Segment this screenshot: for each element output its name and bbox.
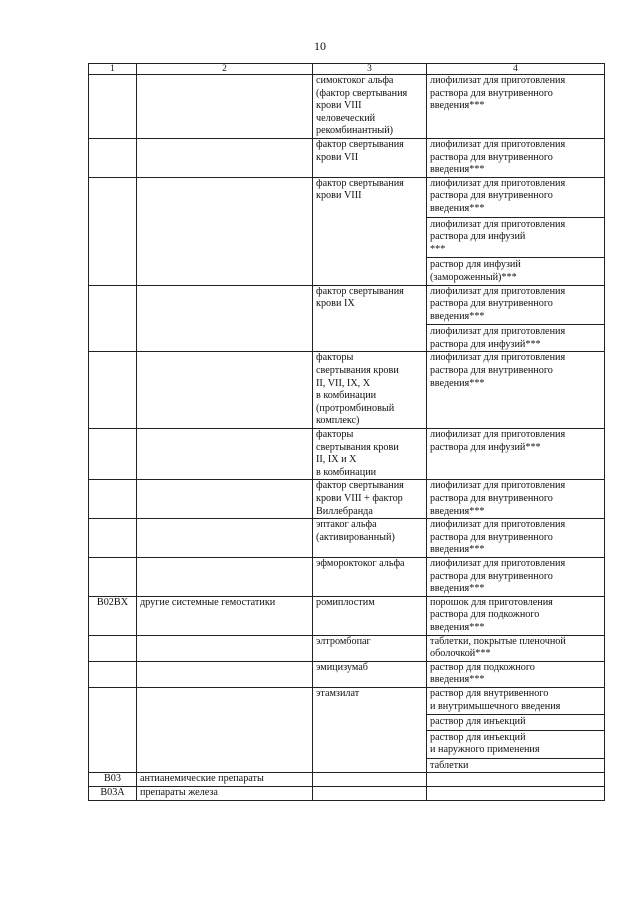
dosage-form: лиофилизат для приготовления раствора для внутривенного введения*** — [430, 75, 566, 112]
dosage-form: порошок для приготовления раствора для подкожного введения*** — [430, 596, 553, 633]
drug-name-cell — [313, 635, 427, 661]
dosage-form: лиофилизат для приготовления раствора для внутривенного введения*** — [430, 557, 566, 595]
table-row — [89, 285, 605, 352]
dosage-form-cell — [427, 661, 605, 687]
group-name-cell — [137, 661, 313, 687]
dosage-form: таблетки — [427, 758, 604, 773]
dosage-form-cell — [427, 596, 605, 635]
header-cell: 3 — [313, 64, 427, 75]
group-name-cell — [137, 773, 313, 787]
dosage-form-cell — [427, 773, 605, 787]
drug-name-cell — [313, 787, 427, 801]
dosage-form: таблетки, покрытые пленочной оболочкой*** — [430, 635, 566, 660]
table-row — [89, 557, 605, 596]
atc-code-cell — [89, 773, 137, 787]
drug-name-cell — [313, 75, 427, 139]
group-name-cell — [137, 787, 313, 801]
dosage-form: лиофилизат для приготовления раствора для внутривенного введения*** — [430, 177, 566, 214]
table-row — [89, 661, 605, 687]
header-cell: 1 — [89, 64, 137, 75]
dosage-form-cell — [427, 687, 605, 773]
group-name-cell — [137, 75, 313, 139]
group-name-cell — [137, 429, 313, 480]
group-name-cell — [137, 519, 313, 558]
drug-name-cell — [313, 138, 427, 177]
table-row — [89, 635, 605, 661]
drug-name-cell — [313, 596, 427, 635]
table-row — [89, 480, 605, 519]
atc-code-cell-text: B03A — [100, 787, 125, 799]
dosage-form: раствор для подкожного введения*** — [430, 661, 535, 686]
dosage-form-cell — [427, 557, 605, 596]
table-row — [89, 519, 605, 558]
atc-code-cell — [89, 687, 137, 773]
dosage-form-cell — [427, 138, 605, 177]
dosage-form: лиофилизат для приготовления раствора для внутривенного введения*** — [430, 519, 566, 556]
drug-name-cell — [313, 352, 427, 429]
atc-code-cell — [89, 285, 137, 352]
dosage-form: раствор для инфузий (замороженный)*** — [427, 257, 604, 284]
atc-code-cell — [89, 75, 137, 139]
atc-code-cell-text: B03 — [104, 773, 121, 785]
group-name-cell — [137, 635, 313, 661]
dosage-form-cell — [427, 75, 605, 139]
drug-name-cell-text: элтромбопаг — [316, 635, 371, 647]
dosage-form: лиофилизат для приготовления раствора для инфузий*** — [430, 429, 566, 453]
atc-code-cell — [89, 557, 137, 596]
drug-name-cell-text: эмицизумаб — [316, 661, 368, 673]
drug-name-cell — [313, 773, 427, 787]
dosage-form-cell — [427, 177, 605, 285]
group-name-cell — [137, 138, 313, 177]
group-name-cell — [137, 687, 313, 773]
group-name-cell — [137, 557, 313, 596]
table-row — [89, 596, 605, 635]
dosage-form-cell — [427, 787, 605, 801]
dosage-form: раствор для внутривенного и внутримышечного введения — [430, 687, 561, 712]
drug-name-cell — [313, 480, 427, 519]
drug-name-cell — [313, 177, 427, 285]
drug-name-cell-text: фактор свертывания крови VIII — [316, 177, 404, 202]
dosage-form-cell — [427, 480, 605, 519]
dosage-form-cell — [427, 352, 605, 429]
group-name-cell — [137, 352, 313, 429]
drug-name-cell-text: фактор свертывания крови IX — [316, 285, 404, 310]
drug-name-cell-text: ромиплостим — [316, 596, 375, 608]
drug-name-cell — [313, 687, 427, 773]
drug-name-cell-text: эфмороктоког альфа — [316, 557, 405, 569]
table-row — [89, 687, 605, 773]
table-row — [89, 75, 605, 139]
header-cell: 2 — [137, 64, 313, 75]
drug-table — [88, 63, 605, 801]
dosage-form: лиофилизат для приготовления раствора для инфузий*** — [427, 324, 604, 351]
table-row — [89, 429, 605, 480]
atc-code-cell — [89, 661, 137, 687]
drug-name-cell-text: факторы свертывания крови II, IX и X в комбинации — [316, 429, 399, 478]
dosage-form: лиофилизат для приготовления раствора для внутривенного введения*** — [430, 352, 566, 389]
group-name-cell-text: антианемические препараты — [140, 773, 264, 785]
drug-name-cell-text: этамзилат — [316, 687, 360, 699]
group-name-cell — [137, 596, 313, 635]
atc-code-cell — [89, 480, 137, 519]
drug-name-cell — [313, 557, 427, 596]
atc-code-cell — [89, 177, 137, 285]
atc-code-cell-text: B02BX — [96, 596, 129, 608]
atc-code-cell — [89, 352, 137, 429]
dosage-form: раствор для инъекций и наружного применения — [427, 730, 604, 757]
drug-name-cell — [313, 429, 427, 480]
table-row — [89, 352, 605, 429]
atc-code-cell — [89, 787, 137, 801]
group-name-cell — [137, 177, 313, 285]
dosage-form: лиофилизат для приготовления раствора для внутривенного введения*** — [430, 138, 566, 176]
dosage-form: лиофилизат для приготовления раствора для инфузий *** — [427, 217, 604, 257]
header-cell: 4 — [427, 64, 605, 75]
atc-code-cell — [89, 635, 137, 661]
drug-name-cell-text: фактор свертывания крови VIII + фактор Виллебранда — [316, 480, 404, 517]
drug-name-cell — [313, 285, 427, 352]
drug-name-cell-text: симоктоког альфа (фактор свертывания крови VIII человеческий рекомбинантный) — [316, 75, 408, 137]
page-number: 10 — [314, 39, 326, 53]
dosage-form-cell — [427, 635, 605, 661]
table-row — [89, 138, 605, 177]
atc-code-cell — [89, 519, 137, 558]
drug-name-cell — [313, 661, 427, 687]
drug-name-cell-text: фактор свертывания крови VII — [316, 138, 404, 163]
dosage-form: раствор для инъекций — [427, 714, 604, 729]
table-row — [89, 773, 605, 787]
group-name-cell — [137, 480, 313, 519]
dosage-form: лиофилизат для приготовления раствора для внутривенного введения*** — [430, 480, 566, 517]
group-name-cell — [137, 285, 313, 352]
dosage-form-cell — [427, 429, 605, 480]
header-row — [89, 64, 605, 75]
atc-code-cell — [89, 596, 137, 635]
atc-code-cell — [89, 138, 137, 177]
table-row — [89, 787, 605, 801]
group-name-cell-text: другие системные гемостатики — [140, 596, 276, 608]
dosage-form: лиофилизат для приготовления раствора для внутривенного введения*** — [430, 285, 566, 322]
dosage-form-cell — [427, 519, 605, 558]
atc-code-cell — [89, 429, 137, 480]
drug-name-cell-text: эптаког альфа (активированный) — [316, 519, 395, 543]
group-name-cell-text: препараты железа — [140, 787, 218, 799]
drug-name-cell — [313, 519, 427, 558]
table-row — [89, 177, 605, 285]
drug-name-cell-text: факторы свертывания крови II, VII, IX, X в комбинации (протромбиновый комплекс) — [316, 352, 399, 427]
dosage-form-cell — [427, 285, 605, 352]
